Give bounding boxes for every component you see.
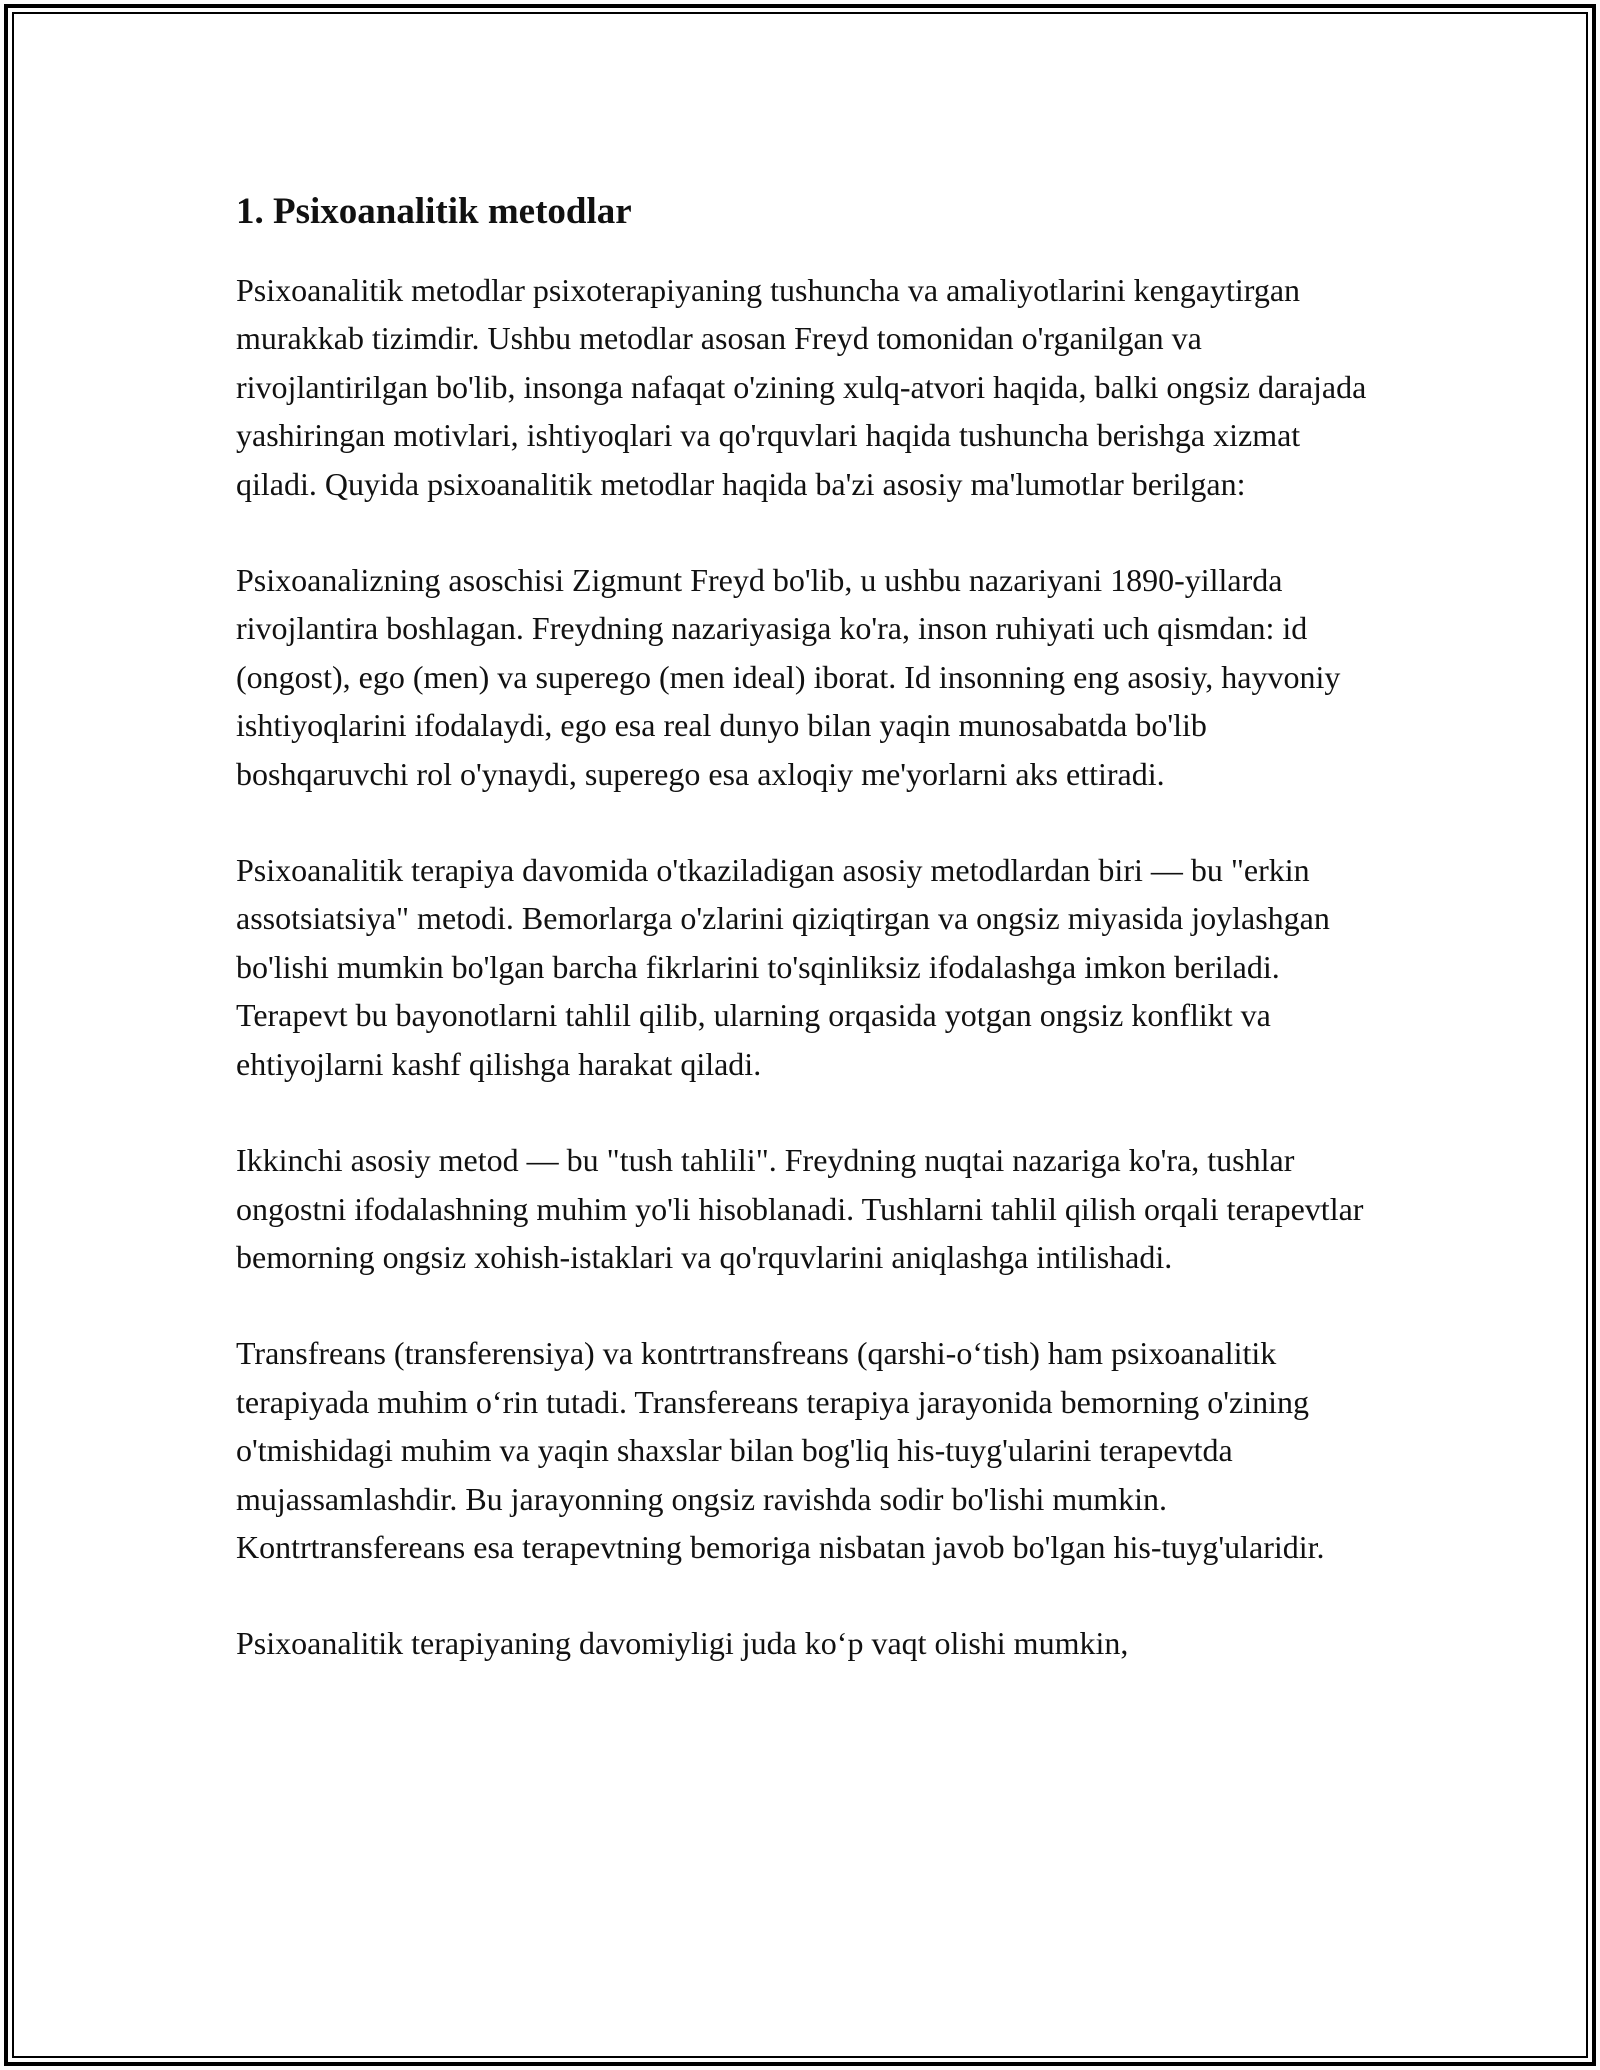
paragraph-transference: Transfreans (transferensiya) va kontrtransfreans (qarshi-o‘tish) ham psixoanalitik terapiyada muhim o‘rin tutadi. Transfereans terapiya jarayonida bemorning o'zining o'tmishidagi muhim va yaqin shaxslar bilan bog'liq his-tuyg'ularini terapevtda mujassamlashdir. Bu jarayonning ongsiz ravishda sodir bo'lishi mumkin. Kontrtransfereans esa terapevtning bemoriga nisbatan javob bo'lgan his-tuyg'ularidir. — [236, 1335, 1325, 1565]
paragraph-duration: Psixoanalitik terapiyaning davomiyligi juda ko‘p vaqt olishi mumkin, — [236, 1625, 1129, 1662]
paragraph-free-association: Psixoanalitik terapiya davomida o'tkaziladigan asosiy metodlardan biri — bu "erkin assotsiatsiya" metodi. Bemorlarga o'zlarini qiziqtirgan va ongsiz miyasida joylashgan bo'lishi mumkin bo'lgan barcha fikrlarini to'sqinliksiz ifodalashga imkon beriladi. Terapevt bu bayonotlarni tahlil qilib, ularning orqasida yotgan ongsiz konflikt va ehtiyojlarni kashf qilishga harakat qiladi. — [236, 852, 1330, 1082]
paragraph-intro: Psixoanalitik metodlar psixoterapiyaning tushuncha va amaliyotlarini kengaytirgan murakkab tizimdir. Ushbu metodlar asosan Freyd tomonidan o'rganilgan va rivojlantirilgan bo'lib, insonga nafaqat o'zining xulq-atvori haqida, balki ongsiz darajada yashiringan motivlari, ishtiyoqlari va qo'rquvlari haqida tushuncha berishga xizmat qiladi. Quyida psixoanalitik metodlar haqida ba'zi asosiy ma'lumotlar berilgan: — [236, 272, 1367, 502]
document-page — [236, 184, 1376, 1716]
paragraph-freud-theory: Psixoanalizning asoschisi Zigmunt Freyd bo'lib, u ushbu nazariyani 1890-yillarda rivojlantira boshlagan. Freydning nazariyasiga ko'ra, inson ruhiyati uch qismdan: id (ongost), ego (men) va superego (men ideal) iborat. Id insonning eng asosiy, hayvoniy ishtiyoqlarini ifodalaydi, ego esa real dunyo bilan yaqin munosabatda bo'lib boshqaruvchi rol o'ynaydi, superego esa axloqiy me'yorlarni aks ettiradi. — [236, 562, 1341, 792]
paragraph-dream-analysis: Ikkinchi asosiy metod — bu "tush tahlili". Freydning nuqtai nazariga ko'ra, tushlar ongostni ifodalashning muhim yo'li hisoblanadi. Tushlarni tahlil qilish orqali terapevtlar bemorning ongsiz xohish-istaklari va qo'rquvlarini aniqlashga intilishadi. — [236, 1142, 1364, 1275]
section-heading: 1. Psixoanalitik metodlar — [236, 191, 632, 232]
